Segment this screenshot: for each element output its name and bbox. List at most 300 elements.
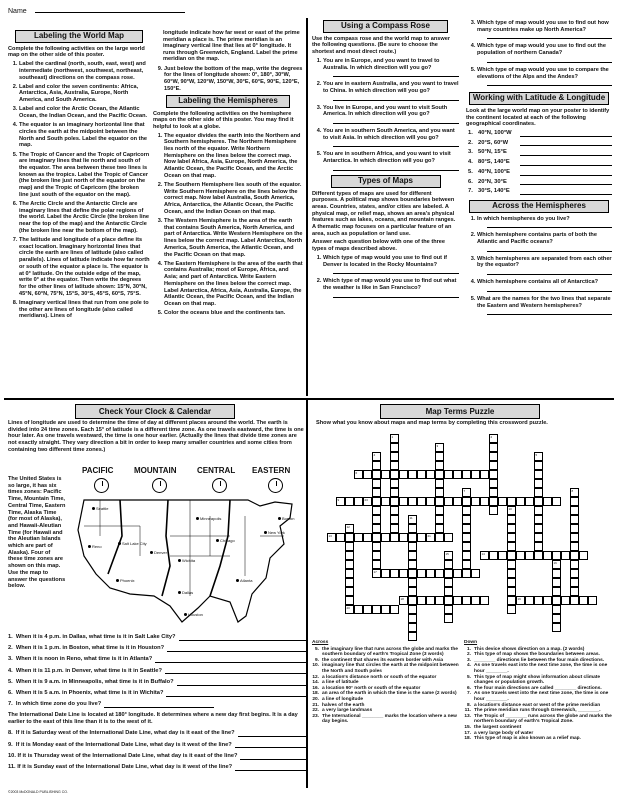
crossword-cell[interactable]: [570, 533, 579, 542]
crossword-cell[interactable]: [489, 452, 498, 461]
crossword-number: 19: [517, 597, 521, 601]
city-boston: Boston: [282, 516, 295, 521]
zone-label-pacific: PACIFIC: [82, 466, 114, 475]
crossword-number: 18: [400, 597, 404, 601]
answer-line[interactable]: [179, 634, 306, 641]
crossword-cell[interactable]: [417, 533, 426, 542]
crossword-cell[interactable]: [390, 479, 399, 488]
crossword-cell[interactable]: [462, 533, 471, 542]
crossword-cell[interactable]: [435, 470, 444, 479]
answer-line[interactable]: [520, 188, 612, 195]
crossword-cell[interactable]: [507, 560, 516, 569]
crossword-cell[interactable]: [354, 605, 363, 614]
crossword-cell[interactable]: [507, 542, 516, 551]
name-line[interactable]: [35, 6, 185, 13]
crossword-cell[interactable]: [471, 569, 480, 578]
crossword-cell[interactable]: [462, 560, 471, 569]
city-denver: Denver: [154, 550, 167, 555]
crossword-cell[interactable]: [345, 542, 354, 551]
crossword-cell[interactable]: [534, 488, 543, 497]
crossword-cell[interactable]: [507, 569, 516, 578]
crossword-cell[interactable]: [462, 551, 471, 560]
crossword-cell[interactable]: [426, 533, 435, 542]
crossword-cell[interactable]: [534, 515, 543, 524]
crossword-cell[interactable]: [408, 524, 417, 533]
crossword-number: 7: [463, 489, 466, 493]
crossword-cell[interactable]: [372, 470, 381, 479]
answer-line[interactable]: [487, 34, 612, 39]
coord-value: 40°N, 100°W: [478, 130, 512, 137]
crossword-cell[interactable]: [453, 569, 462, 578]
crossword-cell[interactable]: [444, 560, 453, 569]
crossword-cell[interactable]: [381, 605, 390, 614]
right-column: [466, 20, 612, 319]
crossword-cell[interactable]: [444, 533, 453, 542]
crossword-cell[interactable]: [408, 470, 417, 479]
crossword-cell[interactable]: [570, 569, 579, 578]
crossword-cell[interactable]: [426, 569, 435, 578]
crossword-cell[interactable]: [345, 569, 354, 578]
time-zone-map: [70, 466, 302, 631]
crossword-cell[interactable]: [345, 605, 354, 614]
crossword-cell[interactable]: [534, 596, 543, 605]
crossword-cell[interactable]: [435, 488, 444, 497]
crossword-cell[interactable]: [363, 497, 372, 506]
answer-line[interactable]: [487, 58, 612, 63]
crossword-cell[interactable]: [435, 515, 444, 524]
crossword-cell[interactable]: [444, 596, 453, 605]
crossword-cell[interactable]: [408, 569, 417, 578]
crossword-cell[interactable]: [390, 524, 399, 533]
answer-line[interactable]: [487, 287, 612, 292]
crossword-cell[interactable]: [417, 596, 426, 605]
clue: [464, 714, 614, 725]
crossword-cell[interactable]: [390, 452, 399, 461]
clue-text: a line of latitude: [322, 680, 359, 686]
answer-line[interactable]: [235, 764, 306, 771]
crossword-cell[interactable]: [390, 515, 399, 524]
crossword-cell[interactable]: [345, 524, 354, 533]
crossword-number: 9: [337, 498, 340, 502]
answer-line[interactable]: [520, 130, 612, 137]
clue-number: 1.: [466, 646, 471, 652]
answer-line[interactable]: [104, 701, 214, 708]
crossword-cell[interactable]: [345, 533, 354, 542]
crossword-number: 3: [436, 444, 439, 448]
crossword-cell[interactable]: [462, 524, 471, 533]
crossword-cell[interactable]: [570, 542, 579, 551]
hemispheres-title: Labeling the Hemispheres: [166, 95, 290, 108]
compass-question: [323, 58, 459, 77]
crossword-cell[interactable]: [354, 497, 363, 506]
crossword-cell[interactable]: [453, 497, 462, 506]
crossword-cell[interactable]: [552, 623, 561, 632]
clock-title: Check Your Clock & Calendar: [75, 404, 235, 419]
clock-mountain[interactable]: [152, 478, 167, 493]
crossword-cell[interactable]: [489, 551, 498, 560]
crossword-cell[interactable]: [408, 605, 417, 614]
answer-line[interactable]: [155, 656, 306, 663]
world-map-item: 8. Imaginary vertical lines that run from one pole to the other are lines of longitude (also called meridians). Lines of: [19, 300, 150, 320]
dateline-question: 8. If it is Saturday west of the International Date Line, what day is it east of the line?: [8, 730, 306, 737]
crossword-cell[interactable]: [399, 533, 408, 542]
clue-text: a line of longitude: [322, 696, 364, 702]
crossword-cell[interactable]: [570, 524, 579, 533]
crossword-cell[interactable]: [516, 551, 525, 560]
crossword-cell[interactable]: [570, 560, 579, 569]
answer-line[interactable]: [333, 293, 459, 298]
crossword-cell[interactable]: [372, 506, 381, 515]
crossword-cell[interactable]: [390, 533, 399, 542]
crossword-cell[interactable]: [534, 506, 543, 515]
crossword-cell[interactable]: [570, 578, 579, 587]
answer-line[interactable]: [333, 96, 459, 101]
crossword-cell[interactable]: [390, 497, 399, 506]
answer-line[interactable]: [520, 149, 612, 156]
crossword-cell[interactable]: [435, 497, 444, 506]
crossword-cell[interactable]: [345, 551, 354, 560]
crossword-cell[interactable]: [507, 524, 516, 533]
crossword-cell[interactable]: [453, 470, 462, 479]
crossword-cell[interactable]: [552, 569, 561, 578]
crossword-cell[interactable]: [408, 533, 417, 542]
crossword-cell[interactable]: [489, 434, 498, 443]
crossword-cell[interactable]: [534, 533, 543, 542]
crossword-cell[interactable]: [390, 470, 399, 479]
crossword-cell[interactable]: [372, 533, 381, 542]
clue-text: the continent that shares its eastern border with Asia: [322, 657, 444, 663]
crossword-cell[interactable]: [480, 470, 489, 479]
crossword-cell[interactable]: [435, 452, 444, 461]
answer-line[interactable]: [238, 730, 306, 737]
world-map-item: 6. The Arctic Circle and the Antarctic Circle are imaginary lines that define the polar regions of the world. Label the Arctic Circle (the broken line near the top of the map) and the Antarctic Circle (the broken line near the bottom of the map).: [19, 201, 150, 235]
crossword-cell[interactable]: [372, 497, 381, 506]
crossword-cell[interactable]: [327, 533, 336, 542]
crossword-cell[interactable]: [381, 470, 390, 479]
crossword-cell[interactable]: [372, 461, 381, 470]
crossword-cell[interactable]: [588, 596, 597, 605]
coord-row: 3. 50°N, 15°E: [468, 149, 612, 156]
crossword-cell[interactable]: [552, 596, 561, 605]
crossword-cell[interactable]: [462, 497, 471, 506]
crossword-cell[interactable]: [570, 596, 579, 605]
clock-question-text: When it is 4 p.m. in Dallas, what time is it in Salt Lake City?: [15, 634, 176, 640]
clue: [312, 647, 460, 658]
crossword-cell[interactable]: [462, 569, 471, 578]
crossword-cell[interactable]: [525, 596, 534, 605]
crossword-cell[interactable]: [480, 596, 489, 605]
clock-central[interactable]: [212, 478, 227, 493]
crossword-cell[interactable]: [372, 524, 381, 533]
crossword-cell[interactable]: [552, 560, 561, 569]
crossword-cell[interactable]: [552, 587, 561, 596]
crossword-cell[interactable]: [462, 506, 471, 515]
city-dallas: Dallas: [182, 590, 194, 595]
crossword-cell[interactable]: [399, 596, 408, 605]
answer-line[interactable]: [520, 140, 612, 147]
crossword-cell[interactable]: [381, 497, 390, 506]
crossword-cell[interactable]: [462, 488, 471, 497]
crossword-cell[interactable]: [417, 569, 426, 578]
crossword-cell[interactable]: [480, 551, 489, 560]
crossword-cell[interactable]: [498, 551, 507, 560]
across-list: [312, 647, 460, 725]
crossword-cell[interactable]: [507, 533, 516, 542]
crossword-cell[interactable]: [507, 587, 516, 596]
crossword-cell[interactable]: [543, 497, 552, 506]
crossword-cell[interactable]: [498, 497, 507, 506]
crossword-cell[interactable]: [480, 497, 489, 506]
answer-line[interactable]: [165, 668, 306, 675]
answer-line[interactable]: [520, 179, 612, 186]
hemispheres-intro: Complete the following activities on the hemisphere maps on the other side of this poster. You may find it helpful to look at a globe.: [153, 110, 294, 130]
crossword-cell[interactable]: [561, 596, 570, 605]
crossword-cell[interactable]: [489, 470, 498, 479]
crossword-cell[interactable]: [579, 596, 588, 605]
crossword-cell[interactable]: [408, 497, 417, 506]
crossword-cell[interactable]: [435, 506, 444, 515]
crossword-cell[interactable]: [390, 443, 399, 452]
crossword-cell[interactable]: [372, 488, 381, 497]
crossword-cell[interactable]: [372, 551, 381, 560]
crossword-cell[interactable]: [390, 569, 399, 578]
crossword-cell[interactable]: [426, 470, 435, 479]
crossword-cell[interactable]: [435, 569, 444, 578]
crossword-cell[interactable]: [552, 578, 561, 587]
crossword-cell[interactable]: [534, 470, 543, 479]
crossword-cell[interactable]: [570, 587, 579, 596]
crossword-cell[interactable]: [390, 506, 399, 515]
answer-line[interactable]: [487, 81, 612, 86]
crossword-cell[interactable]: [345, 596, 354, 605]
crossword-cell[interactable]: [570, 488, 579, 497]
answer-line[interactable]: [333, 269, 459, 274]
crossword-cell[interactable]: [408, 596, 417, 605]
crossword-cell[interactable]: [552, 605, 561, 614]
answer-line[interactable]: [487, 310, 612, 315]
answer-line[interactable]: [333, 119, 459, 124]
crossword-cell[interactable]: [363, 533, 372, 542]
crossword-cell[interactable]: [372, 542, 381, 551]
crossword-cell[interactable]: [552, 497, 561, 506]
crossword-cell[interactable]: [444, 578, 453, 587]
crossword-cell[interactable]: [570, 551, 579, 560]
across-hemispheres-title: Across the Hemispheres: [469, 200, 609, 213]
crossword-cell[interactable]: [489, 488, 498, 497]
crossword-cell[interactable]: [561, 551, 570, 560]
crossword-cell[interactable]: [381, 569, 390, 578]
crossword-cell[interactable]: [534, 551, 543, 560]
crossword-cell[interactable]: [417, 470, 426, 479]
clock-question-text: When it is 11 p.m. in Denver, what time is it in Seattle?: [15, 667, 162, 674]
crossword-cell[interactable]: [462, 470, 471, 479]
crossword-cell[interactable]: [507, 605, 516, 614]
hemisphere-question-text: Which hemisphere contains all of Antarctica?: [477, 279, 599, 286]
crossword-cell[interactable]: [444, 569, 453, 578]
crossword-cell[interactable]: [507, 497, 516, 506]
crossword-cell[interactable]: [444, 470, 453, 479]
compass-question-text: You are in southern South America, and you want to visit Asia. In which direction will you go?: [323, 128, 455, 141]
answer-line[interactable]: [333, 72, 459, 77]
crossword-cell[interactable]: [516, 596, 525, 605]
crossword-cell[interactable]: [489, 479, 498, 488]
crossword-cell[interactable]: [408, 578, 417, 587]
name-field[interactable]: [8, 6, 185, 15]
crossword-cell[interactable]: [489, 497, 498, 506]
crossword-cell[interactable]: [363, 470, 372, 479]
crossword-cell[interactable]: [426, 596, 435, 605]
crossword-cell[interactable]: [462, 542, 471, 551]
crossword-cell[interactable]: [345, 497, 354, 506]
crossword-cell[interactable]: [435, 533, 444, 542]
compass-question: [323, 151, 459, 170]
crossword-cell[interactable]: [579, 551, 588, 560]
crossword-cell[interactable]: [408, 614, 417, 623]
crossword-cell[interactable]: [354, 470, 363, 479]
crossword-cell[interactable]: [408, 515, 417, 524]
crossword-cell[interactable]: [534, 542, 543, 551]
crossword-cell[interactable]: [489, 461, 498, 470]
crossword-cell[interactable]: [534, 524, 543, 533]
crossword-cell[interactable]: [525, 551, 534, 560]
crossword-cell[interactable]: [372, 605, 381, 614]
compass-intro: Use the compass rose and the world map to answer the following questions. (Be sure to choose the shortest and most direct route.): [312, 35, 451, 56]
crossword-cell[interactable]: [471, 497, 480, 506]
crossword-cell[interactable]: [444, 587, 453, 596]
types-intro: Different types of maps are used for different purposes. A political map shows boundaries between areas. Countries, states, and/or cities are labeled. A physical map, or relief map, shows an area's physical features such as lakes, oceans, and mountain ranges. A thematic map focuses on a particular feature of an area, such as population or land use.: [312, 190, 456, 237]
crossword-cell[interactable]: [345, 560, 354, 569]
crossword-cell[interactable]: [390, 488, 399, 497]
crossword-cell[interactable]: [543, 551, 552, 560]
crossword-cell[interactable]: [417, 497, 426, 506]
answer-line[interactable]: [240, 753, 306, 760]
crossword-cell[interactable]: [570, 506, 579, 515]
crossword-cell[interactable]: [534, 461, 543, 470]
crossword-cell[interactable]: [381, 533, 390, 542]
clock-eastern[interactable]: [268, 478, 283, 493]
crossword-cell[interactable]: [462, 596, 471, 605]
crossword-cell[interactable]: [372, 479, 381, 488]
crossword-cell[interactable]: [345, 587, 354, 596]
crossword-cell[interactable]: [390, 605, 399, 614]
crossword-cell[interactable]: [354, 533, 363, 542]
clock-pacific[interactable]: [94, 478, 109, 493]
answer-line[interactable]: [487, 223, 612, 228]
answer-line[interactable]: [333, 166, 459, 171]
crossword-cell[interactable]: [399, 497, 408, 506]
crossword-cell[interactable]: [507, 515, 516, 524]
crossword-cell[interactable]: [444, 605, 453, 614]
crossword-cell[interactable]: [570, 497, 579, 506]
answer-line[interactable]: [520, 159, 612, 166]
crossword-cell[interactable]: [516, 497, 525, 506]
crossword-cell[interactable]: [507, 578, 516, 587]
answer-line[interactable]: [487, 247, 612, 252]
crossword-cell[interactable]: [399, 569, 408, 578]
clue-text: ________ directions lie between the four main directions.: [474, 657, 605, 663]
crossword-cell[interactable]: [372, 569, 381, 578]
crossword-cell[interactable]: [408, 542, 417, 551]
crossword-cell[interactable]: [489, 506, 498, 515]
crossword-cell[interactable]: [471, 470, 480, 479]
clue-text: a location's distance east or west of the prime meridian: [474, 702, 601, 708]
copyright: ©2003 McDONALD PUBLISHING CO.: [8, 790, 68, 794]
crossword-cell[interactable]: [336, 497, 345, 506]
crossword-cell[interactable]: [399, 470, 408, 479]
coords-list: [466, 130, 612, 195]
crossword-cell[interactable]: [435, 479, 444, 488]
crossword-cell[interactable]: [534, 479, 543, 488]
crossword-cell[interactable]: [552, 614, 561, 623]
crossword-cell[interactable]: [426, 497, 435, 506]
crossword-cell[interactable]: [507, 551, 516, 560]
crossword-cell[interactable]: [507, 596, 516, 605]
crossword-cell[interactable]: [489, 443, 498, 452]
compass-question-text: You are in southern Africa, and you want to visit Antarctica. In which direction will you go?: [323, 151, 451, 165]
crossword-cell[interactable]: [336, 533, 345, 542]
crossword-number: 21: [427, 534, 431, 538]
answer-line[interactable]: [520, 169, 612, 176]
answer-line[interactable]: [166, 690, 306, 697]
answer-line[interactable]: [167, 645, 306, 652]
crossword-cell[interactable]: [435, 524, 444, 533]
crossword-cell[interactable]: [552, 551, 561, 560]
crossword-cell[interactable]: [543, 596, 552, 605]
crossword-grid[interactable]: [314, 430, 612, 638]
answer-line[interactable]: [333, 142, 459, 147]
crossword-cell[interactable]: [525, 497, 534, 506]
crossword-cell[interactable]: [390, 434, 399, 443]
crossword-cell[interactable]: [408, 623, 417, 632]
crossword-cell[interactable]: [444, 614, 453, 623]
crossword-cell[interactable]: [408, 551, 417, 560]
crossword-cell[interactable]: [444, 497, 453, 506]
crossword-cell[interactable]: [372, 452, 381, 461]
answer-line[interactable]: [235, 742, 306, 749]
crossword-cell[interactable]: [570, 515, 579, 524]
crossword-cell[interactable]: [534, 497, 543, 506]
clue-number: 2.: [466, 652, 471, 658]
city-dot: [118, 542, 121, 545]
crossword-cell[interactable]: [435, 461, 444, 470]
crossword-number: 10: [508, 507, 512, 511]
crossword-cell[interactable]: [453, 596, 462, 605]
crossword-cell[interactable]: [534, 452, 543, 461]
dateline-question-text: If it is Sunday east of the International Date Line, what day is it west of the line?: [17, 764, 233, 771]
crossword-cell[interactable]: [435, 596, 444, 605]
crossword-cell[interactable]: [444, 551, 453, 560]
crossword-cell[interactable]: [372, 515, 381, 524]
crossword-cell[interactable]: [507, 506, 516, 515]
crossword-cell[interactable]: [462, 515, 471, 524]
crossword-cell[interactable]: [345, 578, 354, 587]
crossword-cell[interactable]: [363, 605, 372, 614]
crossword-cell[interactable]: [372, 560, 381, 569]
answer-line[interactable]: [487, 270, 612, 275]
clock-question-text: When it is 1 p.m. in Boston, what time is it in Houston?: [15, 645, 165, 652]
crossword-cell[interactable]: [471, 596, 480, 605]
answer-line[interactable]: [177, 679, 306, 686]
crossword-cell[interactable]: [435, 443, 444, 452]
clue-text: an area of the earth in which the time is the same (2 words): [322, 691, 457, 697]
crossword-cell[interactable]: [408, 560, 417, 569]
hemispheres-list: [153, 133, 303, 317]
crossword-cell[interactable]: [390, 461, 399, 470]
dateline-question: 9. If it is Monday east of the International Date Line, what day is it west of the line?: [8, 742, 306, 749]
dateline-question-text: If it is Monday east of the International Date Line, what day is it west of the line?: [15, 741, 232, 748]
crossword-cell[interactable]: [408, 587, 417, 596]
across-heading: Across: [312, 640, 329, 645]
